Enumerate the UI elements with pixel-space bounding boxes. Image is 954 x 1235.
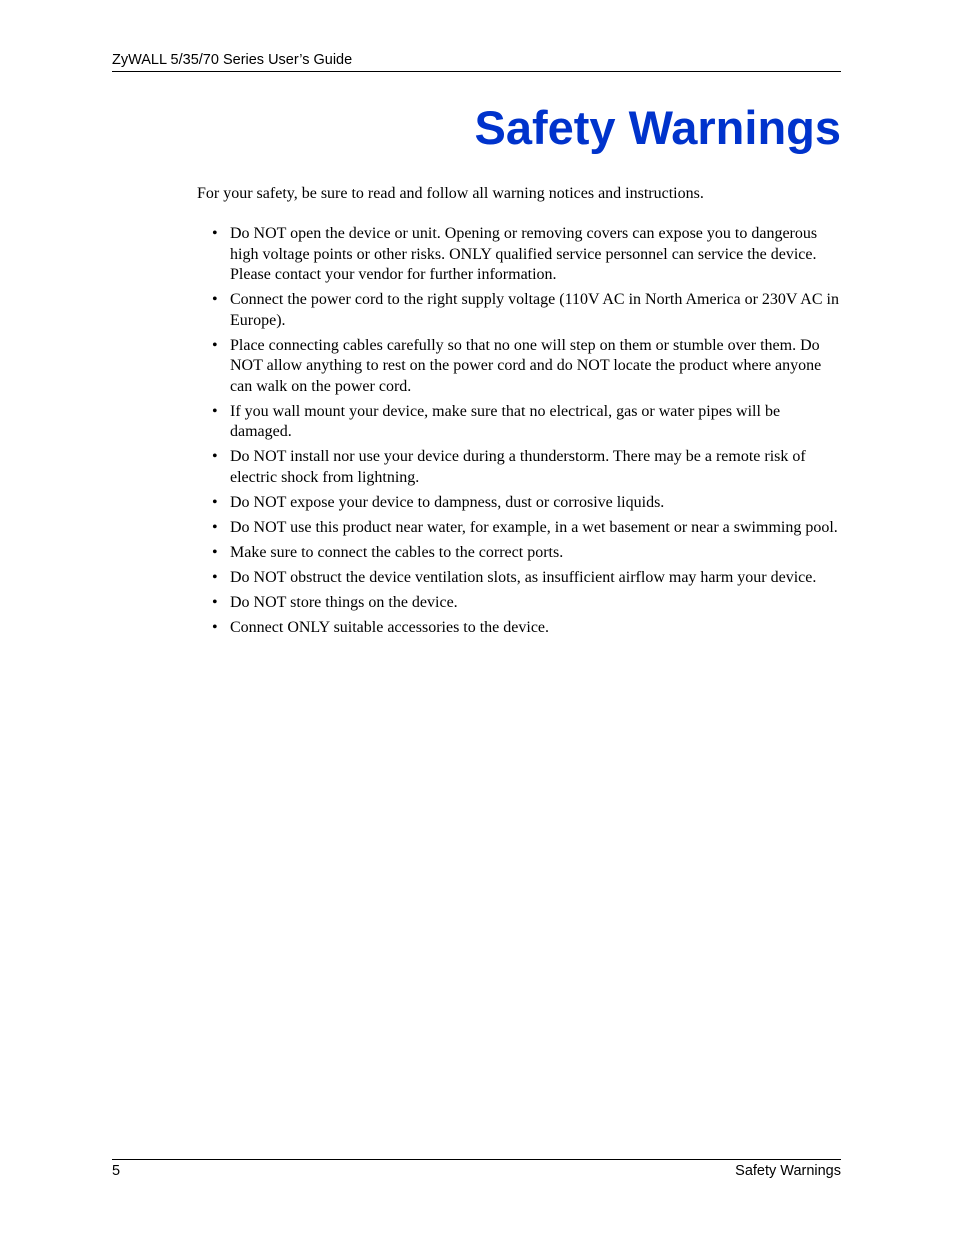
footer-rule [112, 1159, 841, 1160]
bullet-icon: • [212, 402, 218, 420]
header-rule [112, 71, 841, 72]
warning-text: Place connecting cables carefully so that no one will step on them or stumble over them. Do NOT allow anything to rest on the power cord and do NOT locate the product where anyone can walk on the power cord. [230, 336, 822, 395]
list-item [197, 543, 841, 564]
warning-text: Do NOT use this product near water, for example, in a wet basement or near a swimming pool. [230, 518, 838, 536]
list-item [197, 447, 841, 488]
bullet-icon: • [212, 448, 218, 465]
warning-text: Connect the power cord to the right supply voltage (110V AC in North America or 230V AC in Europe). [230, 291, 839, 329]
bullet-icon: • [212, 493, 218, 511]
warning-text: Make sure to connect the cables to the correct ports. [230, 543, 564, 561]
list-item [197, 568, 841, 589]
warning-text: Do NOT expose your device to dampness, dust or corrosive liquids. [230, 493, 665, 511]
warning-text: Do NOT store things on the device. [230, 593, 458, 611]
running-header: ZyWALL 5/35/70 Series User’s Guide [112, 52, 353, 68]
list-item [197, 493, 841, 514]
list-item [197, 618, 841, 639]
footer-section-title: Safety Warnings [735, 1163, 841, 1179]
list-item [197, 593, 841, 614]
list-item [197, 336, 841, 398]
list-item [197, 224, 841, 286]
list-item [197, 290, 841, 331]
bullet-icon: • [212, 593, 218, 611]
warning-text: Do NOT install nor use your device during a thunderstorm. There may be a remote risk of electric shock from lightning. [230, 448, 806, 486]
bullet-icon: • [212, 225, 218, 242]
bullet-icon: • [212, 618, 218, 636]
bullet-icon: • [212, 291, 218, 308]
page-title: Safety Warnings [474, 101, 841, 154]
bullet-icon: • [212, 568, 218, 586]
list-item [197, 402, 841, 443]
list-item [197, 518, 841, 539]
warning-text: Connect ONLY suitable accessories to the device. [230, 618, 550, 636]
warning-list [197, 224, 841, 643]
warning-text: Do NOT obstruct the device ventilation slots, as insufficient airflow may harm your device. [230, 568, 817, 586]
bullet-icon: • [212, 336, 218, 354]
page-footer [112, 1162, 841, 1180]
intro-paragraph: For your safety, be sure to read and follow all warning notices and instructions. [197, 185, 704, 202]
page-number: 5 [112, 1163, 121, 1179]
warning-text: Do NOT open the device or unit. Opening or removing covers can expose you to dangerous high voltage points or other risks. ONLY qualified service personnel can service the device. Please contact your vendor for further information. [230, 225, 818, 283]
bullet-icon: • [212, 543, 218, 561]
warning-text: If you wall mount your device, make sure that no electrical, gas or water pipes will be damaged. [230, 402, 781, 440]
bullet-icon: • [212, 518, 218, 536]
